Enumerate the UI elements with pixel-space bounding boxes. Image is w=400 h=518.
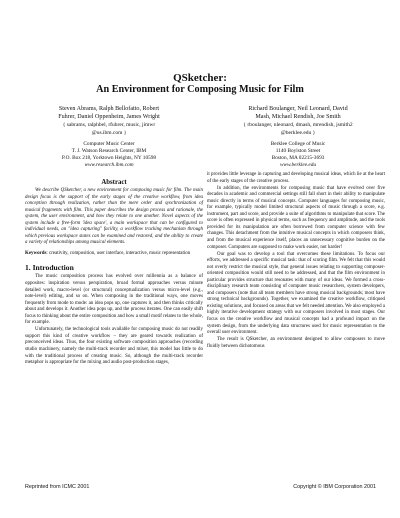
author-emails-line: @berklee.edu } [280,129,316,136]
abstract-heading: Abstract [101,179,127,186]
keywords-text: : creativity, composition, user interface, interactive, music representation [46,250,191,256]
affiliation-line: 1140 Boylston Street [275,148,321,155]
section-heading: 1. Introduction [25,263,74,273]
body-paragraph: it provides little leverage in capturing and developing musical ideas, which lie at the heart of the early stages of the creative process. [207,172,385,184]
affiliation-line: T. J. Watson Research Center, IBM [71,148,147,155]
affiliation-line: Berklee College of Music [270,141,326,148]
footer-copyright: Copyright © IBM Corporation 2001 [293,484,376,490]
author-block-ibm [21,106,197,169]
affiliation-website: www.research.ibm.com [84,161,134,168]
author-names-line: Mash, Michael Rendish, Joe Smith [255,113,341,120]
body-paragraph: The result is QSketcher, an environment designed to allow composers to move fluidly between dichotomous [207,337,385,349]
affiliation-line: Computer Music Center [83,141,135,148]
author-block-berklee [210,106,386,169]
left-column [25,178,203,367]
body-paragraph: Unfortunately, the technological tools available for composing music do not readily support this kind of creative workflow – they are geared towards realization of preconceived ideas. Thus, the four existing software composition approaches (recording studio machinery, namely the multi-track recorder and mixer, this model has little to do with the traditional process of creating music. So, although the multi-track recorder metaphor is appropriate for the mixing and audio post-production stages, [25,327,203,366]
body-paragraph: In addition, the environments for composing music that have evolved over five decades in academic and commercial settings still fall short in their ability to manipulate music directly in terms of musical concepts. Computer languages for composing music, for example, typically model limited structural aspects of music through a score, e.g. instrument, part and score, and provide a suite of algorithms to manipulate that score. The score is often expressed in physical terms, such as frequency and amplitude, and the tools provided for its manipulation are often borrowed from computer science with few changes. This detachment from the intuitive musical concepts in which composers think, and from the musical experience itself, places an unnecessary cognitive burden on the composer. Computers are supposed to make work easier, not harder! [207,185,385,250]
footer-reprint-note: Reprinted from ICMC 2001 [25,484,90,490]
affiliation-website: www.berklee.edu [279,161,317,168]
keywords-line [25,251,203,258]
body-paragraph: The music composition process has evolved over millennia as a balance of opposites: inspiration versus perspiration, broad formal approaches versus minute detailed work, macro-level (or structural) conceptualization versus micro-level (e.g., note-level) editing, and so on. When composing in the traditional ways, one moves frequently from mode to mode: an idea pops up, one captures it, and then thinks critically about and develops it. Another idea pops up, and the process iterates. One can easily shift focus to thinking about the entire composition and how a small motif relates to the whole, for example. [25,274,203,326]
author-emails-line: { sabrams, ralphbel, rfuhrer, music, jimwr [62,122,156,129]
body-paragraph: Our goal was to develop a tool that overcomes these limitations. To focus our efforts, we addressed a specific musical task: that of scoring film. We felt that this would not overly restrict the musical style, that general issues relating to supporting composer-oriented composition would still need to be addressed, and that the film environment in particular provides structure that resonates with many of our ideas. We formed a cross-disciplinary research team consisting of computer music researchers, system developers, and composers (note that all team members have strong musical backgrounds; most have strong technical backgrounds). Together, we examined the creative workflow, critiqued existing solutions, and focused on areas that we felt needed attention. We also employed a highly iterative development strategy with our composers involved in most stages. Our focus on the creative workflow and musical concepts had a profound impact on the system design, from the underlying data structures used for music representation to the overall user environment. [207,251,385,336]
author-names-line: Fuhrer, Daniel Oppenheim, James Wright [58,113,160,120]
author-names-line: Steven Abrams, Ralph Bellofatto, Robert [58,106,160,112]
right-column [207,172,385,350]
keywords-label: Keywords [25,250,47,256]
author-emails-line: @us.ibm.com } [91,129,127,136]
affiliation-line: P.O. Box 218, Yorktown Heights, NY 10598 [61,154,157,161]
abstract-text: We describe QSketcher, a new environment for composing music for film. The main design focus is the support of the early stages of the creative workflow, from idea conception through realization, rather than the mere order and synchronization of musical fragments with film. This paper describes the design process and rationale, the system, the user environment, and how they relate to one another. Novel aspects of the system include a free-form 'idea space', a main workspace that can be configured to individual needs, an "idea capturing" facility, a workflow tracking mechanism through which previous workspace states can be examined and restored, and the ability to create a variety of relationships among musical elements. [25,188,203,246]
paper-subtitle: An Environment for Composing Music for Film [96,84,304,95]
affiliation-line: Boston, MA 02215-3693 [271,154,325,161]
paper-title: QSketcher: [173,72,227,84]
author-names-line: Richard Boulanger, Neil Leonard, David [248,106,348,112]
author-emails-line: { rboulanger, nleonard, dmash, mrendish, jsmith2 [243,122,353,129]
